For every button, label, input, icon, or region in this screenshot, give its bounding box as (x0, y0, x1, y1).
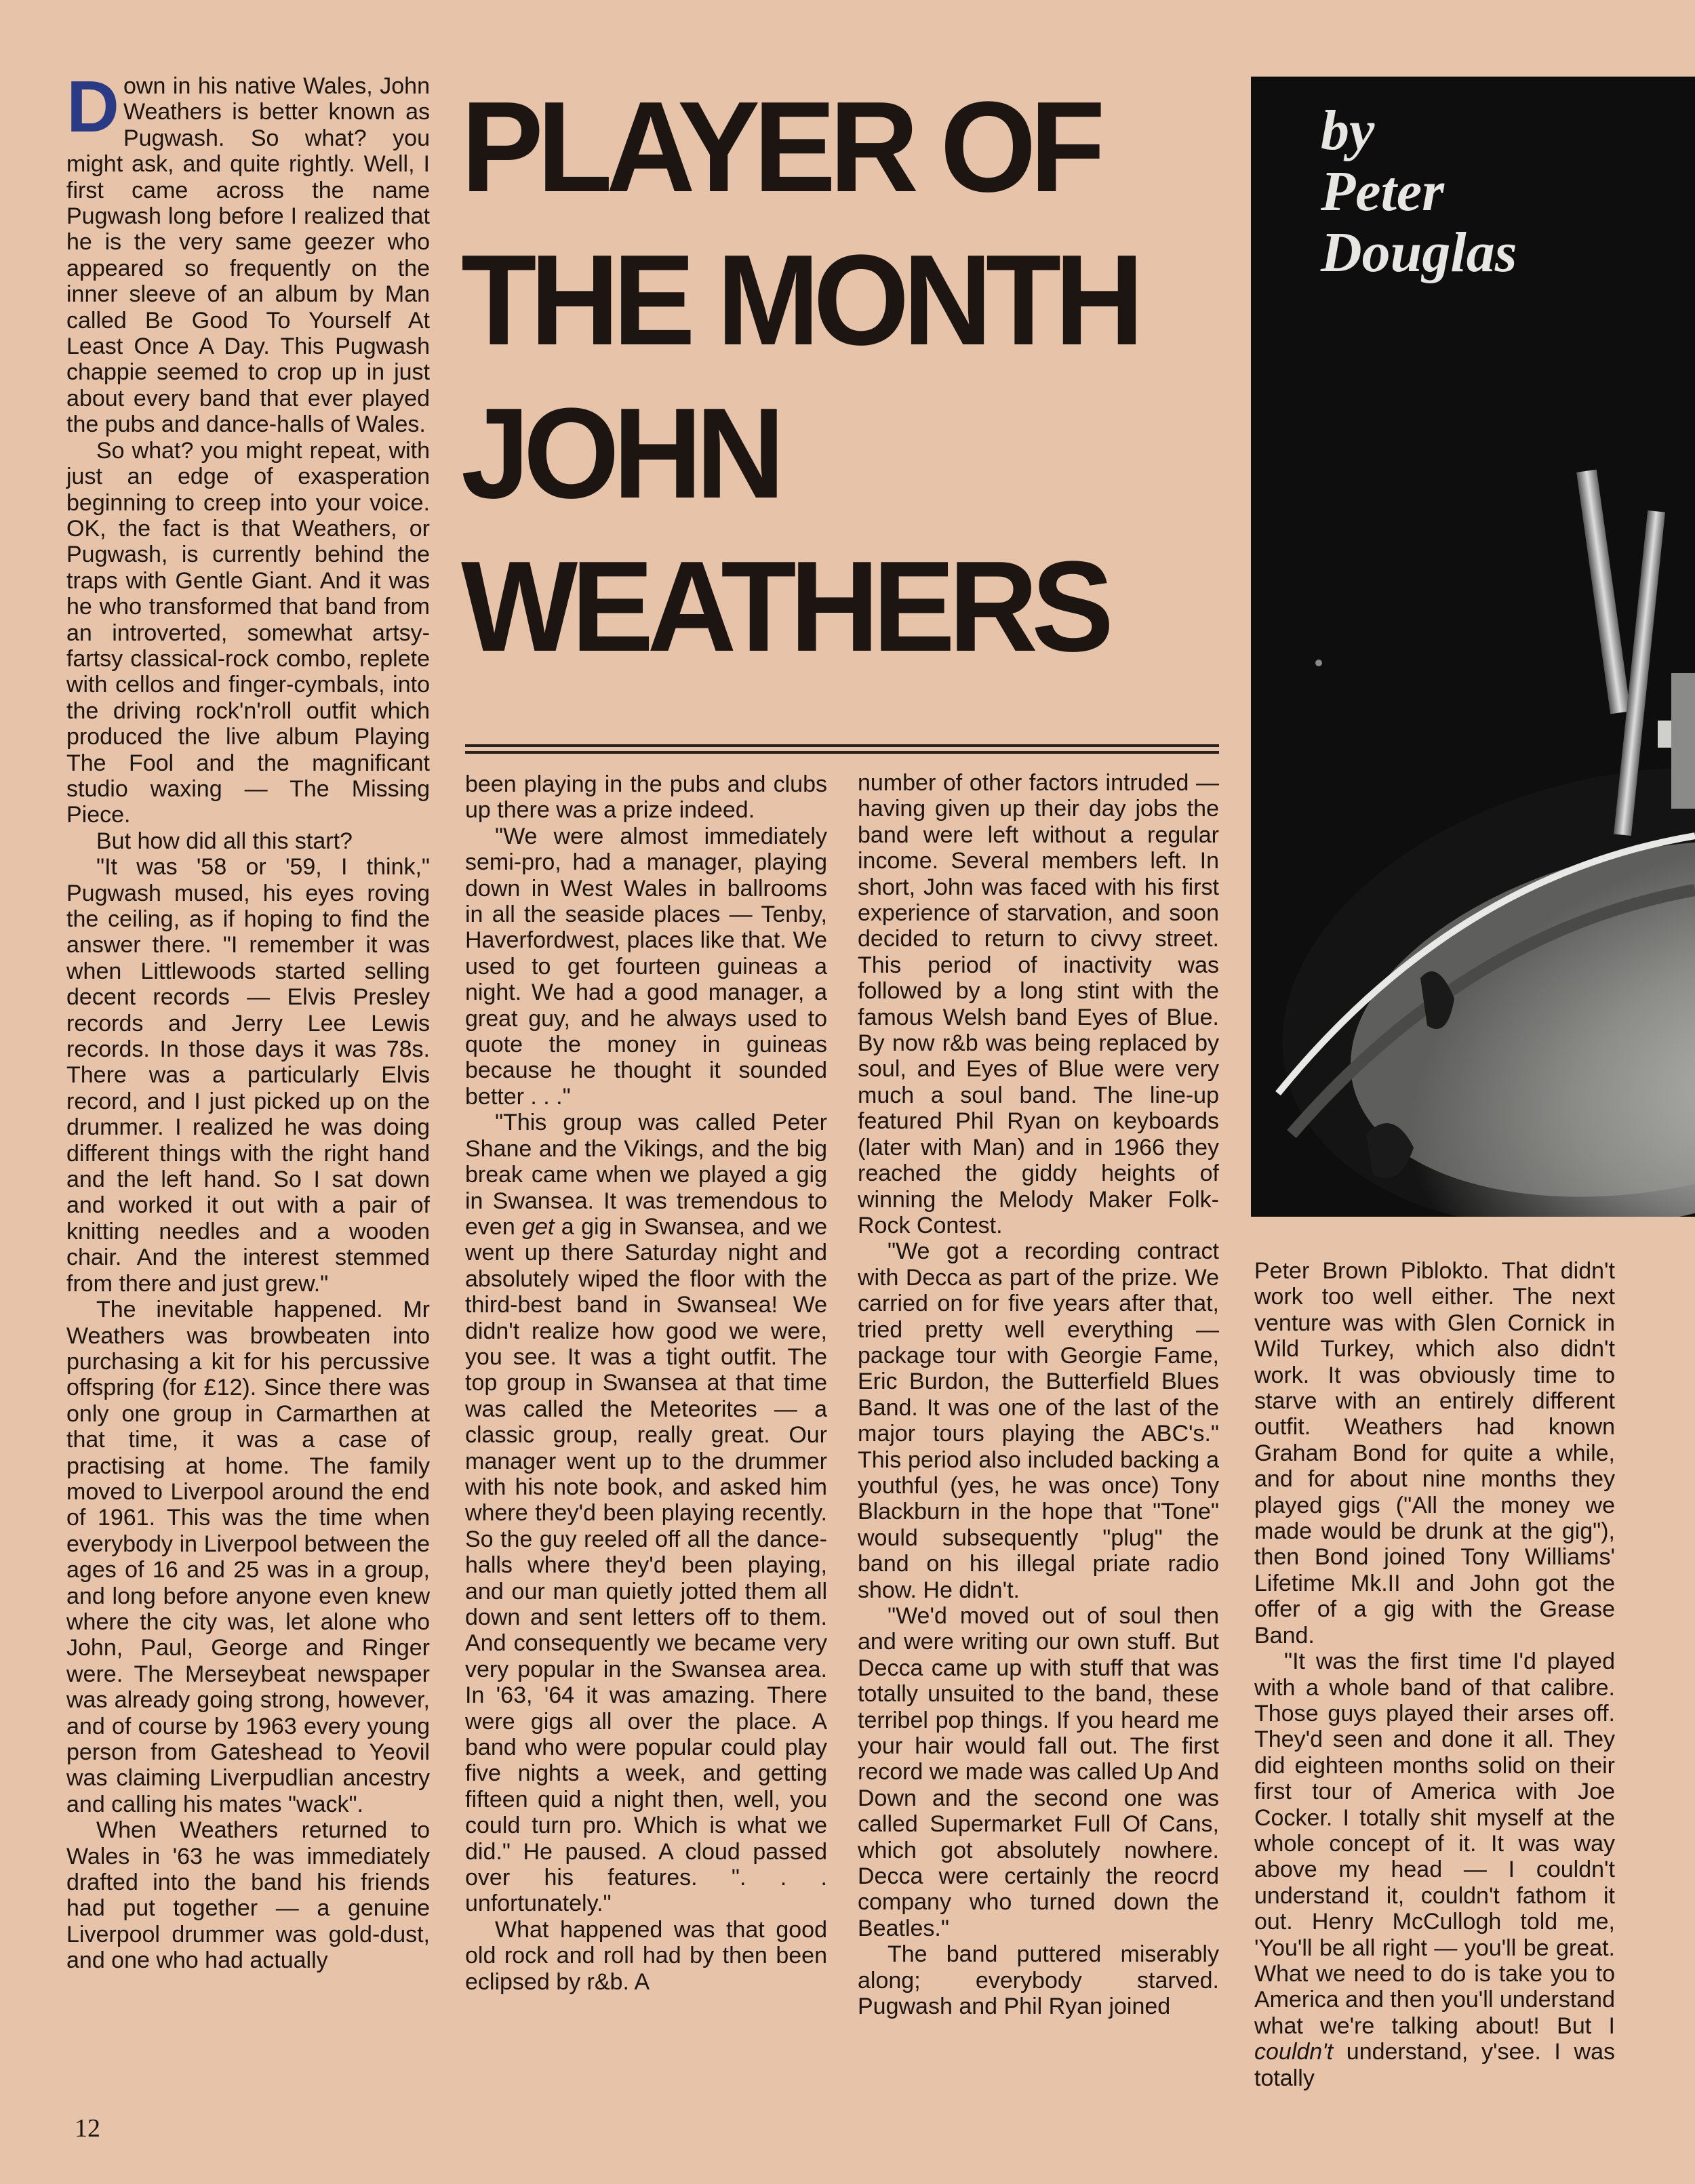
headline (461, 70, 1177, 683)
headline-line-1: PLAYER OF (461, 75, 1099, 219)
column3-paragraph-2: "We got a recording contract with Decca as part of the prize. We carried on for five years after that, tried pretty well everything — package tour with Georgie Fame, Eric Burdon, the Butterfield Blues Band. It was one of the last of the major tours playing the ABC's." This period also included backing a youthful (yes, he was once) Tony Blackburn in the hope that "Tone" would subsequently "plug" the band on his illegal priate radio show. He didn't. (858, 1238, 1219, 1603)
article-column-3 (858, 770, 1219, 2020)
column4-paragraph-1: Peter Brown Piblokto. That didn't work too well either. The next venture was with Glen Cornick in Wild Turkey, which also didn't work. It was obviously time to starve with an entirely different outfit. Weathers had known Graham Bond for quite a while, and for about nine months they played gigs ("All the money we made would be drunk at the gig"), then Bond joined Tony Williams' Lifetime Mk.II and John got the offer of a gig with the Grease Band. (1254, 1258, 1615, 1649)
article-column-1 (66, 65, 430, 1974)
column3-paragraph-3: "We'd moved out of soul then and were writing our own stuff. But Decca came up with stuff that was totally unsuited to the band, these terribel pop things. If you heard me your hair would fall out. The first record we made was called Up And Down and the second one was called Supermarket Full Of Cans, which got absolutely nowhere. Decca were certainly the reocrd company who turned down the Beatles." (858, 1603, 1219, 1941)
headline-rule-top (465, 744, 1219, 747)
column2-paragraph-3 (465, 1110, 827, 1917)
column2-paragraph-3-part-b: a gig in Swansea, and we went up there Saturday night and absolutely wiped the floor with the third-best band in Swansea! We didn't realize how good we were, you see. It was a tight outfit. The top group in Swansea at that time was called the Meteorites — a classic group, really great. Our manager went up to the drummer with his note book, and asked him where they'd been playing recently. So the guy reeled off all the dance-halls where they'd been playing, and our man quietly jotted them all down and sent letters off to them. And consequently we became very very popular in the Swansea area. In '63, '64 it was amazing. There were gigs all over the place. A band who were popular could play five nights a week, and getting fifteen quid a night then, well, you could turn pro. Which is what we did." He paused. A cloud passed over his features. ". . . unfortunately." (465, 1213, 827, 1917)
column4-paragraph-2-part-a: "It was the first time I'd played with a whole band of that calibre. Those guys played their arses off. They'd seen and done it all. They did eighteen months solid on their first tour of America with Joe Cocker. I totally shit myself at the whole concept of it. It was way above my head — I couldn't understand it, couldn't fathom it out. Henry McCullogh told me, 'You'll be all right — you'll be great. What we need to do is take you to America and then you'll understand what we're talking about! But I (1254, 1649, 1615, 2039)
column1-paragraph-6: When Weathers returned to Wales in '63 he was immediately drafted into the band his friends had put together — a genuine Liverpool drummer was gold-dust, and one who had actually (66, 1817, 430, 1974)
headline-line-3: JOHN (461, 382, 779, 525)
emphasis-couldnt: couldn't (1254, 2039, 1334, 2065)
column2-paragraph-1: been playing in the pubs and clubs up there was a prize indeed. (465, 771, 827, 824)
drop-cap: D (66, 65, 119, 147)
byline (1321, 100, 1517, 283)
article-column-4 (1254, 1258, 1615, 2091)
column1-paragraph-4: "It was '58 or '59, I think," Pugwash mused, his eyes roving the ceiling, as if hoping to find the answer there. "I remember it was when Littlewoods started selling decent records — Elvis Presley records and Jerry Lee Lewis records. In those days it was 78s. There was a particularly Elvis record, and I just picked up on the drummer. I realized he was doing different things with the right hand and the left hand. So I sat down and worked it out with a pair of knitting needles and a wooden chair. And the interest stemmed from there and just grew." (66, 854, 430, 1297)
column1-paragraph-1-text: own in his native Wales, John Weathers is better known as Pugwash. So what? you might ask, and quite rightly. Well, I first came across the name Pugwash long before I realized that he is the very same geezer who appeared so frequently on the inner sleeve of an album by Man called Be Good To Yourself At Least Once A Day. This Pugwash chappie seemed to crop up in just about every band that ever played the pubs and dance-halls of Wales. (66, 73, 430, 438)
headline-rule-bottom (465, 751, 1219, 754)
byline-by: by (1321, 99, 1375, 162)
column2-paragraph-4: What happened was that good old rock and roll had by then been eclipsed by r&b. A (465, 1916, 827, 1995)
column3-paragraph-4: The band puttered miserably along; everybody starved. Pugwash and Phil Ryan joined (858, 1941, 1219, 2020)
column3-paragraph-1: number of other factors intruded — having given up their day jobs the band were left without a regular income. Several members left. In short, John was faced with his first experience of starvation, and soon decided to return to civvy street. This period of inactivity was followed by a long stint with the famous Welsh band Eyes of Blue. By now r&b was being replaced by soul, and Eyes of Blue were very much a soul band. The line-up featured Phil Ryan on keyboards (later with Man) and in 1966 they reached the giddy heights of winning the Melody Maker Folk-Rock Contest. (858, 770, 1219, 1238)
column1-paragraph-2: So what? you might repeat, with just an edge of exasperation beginning to creep into your voice. OK, the fact is that Weathers, or Pugwash, is currently behind the traps with Gentle Giant. And it was he who transformed that band from an introverted, somewhat artsy-fartsy classical-rock combo, replete with cellos and finger-cymbals, into the driving rock'n'roll outfit which produced the live album Playing The Fool and the magnificant studio waxing — The Missing Piece. (66, 437, 430, 828)
drummer-photo (1251, 77, 1695, 1217)
column2-paragraph-3-part-a: "This group was called Peter Shane and the Vikings, and the big break came when we played a gig in Swansea. It was tremendous to even (465, 1110, 827, 1240)
byline-first-name: Peter (1321, 160, 1444, 223)
byline-last-name: Douglas (1321, 221, 1517, 284)
column1-paragraph-5: The inevitable happened. Mr Weathers was browbeaten into purchasing a kit for his percussive offspring (for £12). Since there was only one group in Carmarthen at that time, it was a case of practising at home. The family moved to Liverpool around the end of 1961. This was the time when everybody in Liverpool between the ages of 16 and 25 was in a group, and long before anyone even knew where the city was, let alone who John, Paul, George and Ringer were. The Merseybeat newspaper was already going strong, however, and of course by 1963 every young person from Gateshead to Yeovil was claiming Liverpudlian ancestry and calling his mates "wack". (66, 1297, 430, 1817)
column1-paragraph-3: But how did all this start? (96, 828, 353, 854)
page-number: 12 (75, 2114, 100, 2143)
column4-paragraph-2 (1254, 1649, 1615, 2091)
headline-line-2: THE MONTH (461, 228, 1138, 372)
article-column-2 (465, 771, 827, 1995)
headline-line-4: WEATHERS (461, 535, 1108, 679)
column1-paragraph-1 (66, 65, 430, 438)
column2-paragraph-2: "We were almost immediately semi-pro, had a manager, playing down in West Wales in ballrooms in all the seaside places — Tenby, Haverfordwest, places like that. We used to get fourteen guineas a night. We had a good manager, a great guy, and he always used to quote the money in guineas because he thought it sounded better . . ." (465, 823, 827, 1110)
column4-paragraph-2-part-b: understand, y'see. I was totally (1254, 2039, 1615, 2091)
emphasis-get: get (522, 1213, 555, 1240)
